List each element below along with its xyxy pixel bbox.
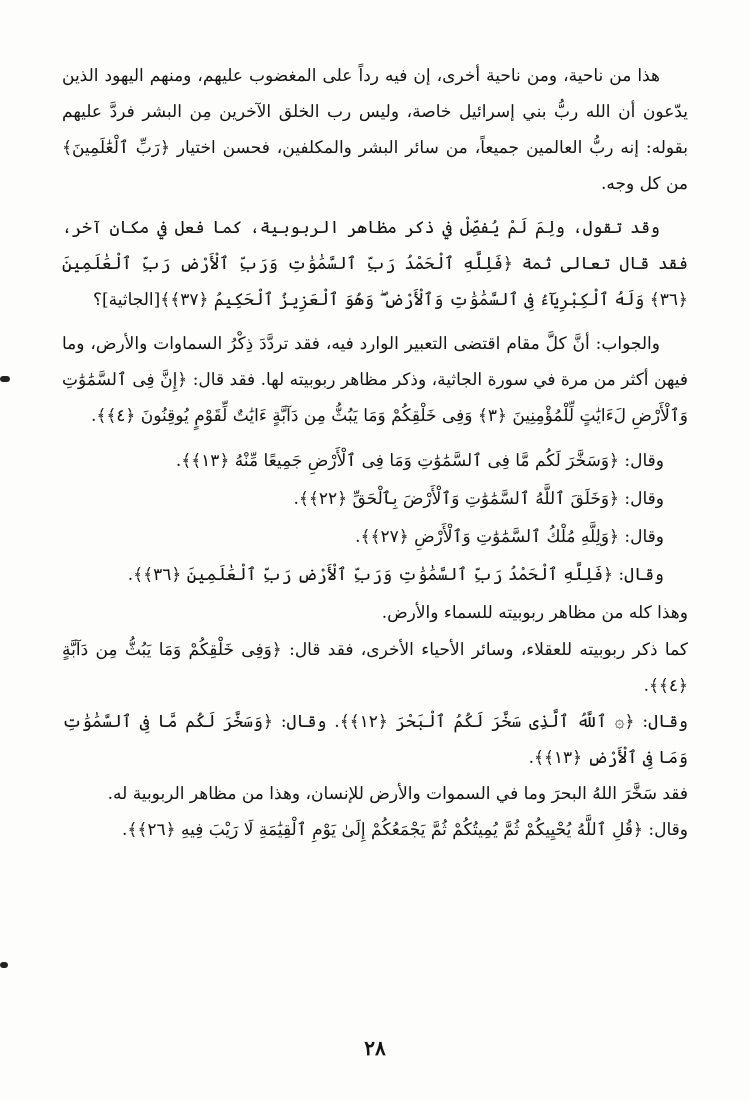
summary-line: وهذا كله من مظاهر ربوبيته للسماء والأرض. bbox=[381, 603, 688, 623]
quote-line: وقال: ﴿فَلِلَّهِ ٱلْحَمْدُ رَبِّ ٱلسَّمَٰوَٰتِ وَرَبِّ ٱلْأَرْضِ رَبِّ ٱلْعَٰلَمِينَ ﴿٣٦﴾﴾. bbox=[127, 565, 664, 585]
paragraph-question: وقد تقول، ولِمَ لَمْ يُفصِّلْ في ذكر مظاهر الربوبية، كما فعل في مكان آخر، فقد قال تعالى ثمة ﴿فَلِلَّهِ ٱلْحَمْدُ رَبِّ ٱلسَّمَٰوَٰتِ وَرَبِّ ٱلْأَرْضِ رَبِّ ٱلْعَٰلَمِينَ ﴿٣٦﴾ وَلَهُ ٱلْكِبْرِيَآءُ فِى ٱلسَّمَٰوَٰتِ وَٱلْأَرْضِ ۖ وَهُوَ ٱلْعَزِيزُ ٱلْحَكِيمُ ﴿٣٧﴾﴾[الجاثية]؟ bbox=[62, 218, 688, 310]
paragraph-human: فقد سَخَّرَ اللهُ البحرَ وما في السموات والأرض للإنسان، وهذا من مظاهر الربوبية له. bbox=[107, 784, 688, 804]
page-number: ٢٨ bbox=[364, 1036, 386, 1060]
margin-mark bbox=[0, 376, 10, 382]
quote-line: وقال: ﴿وَسَخَّرَ لَكُم مَّا فِى ٱلسَّمَٰوَٰتِ وَمَا فِى ٱلْأَرْضِ جَمِيعًا مِّنْهُ ﴿١٣﴾﴾. bbox=[175, 451, 664, 471]
paragraph-intro: هذا من ناحية، ومن ناحية أخرى، إن فيه رداً على المغضوب عليهم، ومنهم اليهود الذين يدّعون أن الله ربُّ بني إسرائيل خاصة، وليس رب الخلق الآخرين مِن البشر فردَّ عليهم بقوله: إنه ربُّ العالمين جميعاً، من سائر البشر والمكلفين، فحسن اختيار ﴿رَبِّ ٱلْعَٰلَمِينَ﴾ من كل وجه. bbox=[62, 66, 688, 194]
quote-line: وقال: ﴿وَخَلَقَ ٱللَّهُ ٱلسَّمَٰوَٰتِ وَٱلْأَرْضَ بِٱلْحَقِّ ﴿٢٢﴾﴾. bbox=[293, 489, 664, 509]
quote-line: وقال: ﴿قُلِ ٱللَّهُ يُحْيِيكُمْ ثُمَّ يُمِيتُكُمْ ثُمَّ يَجْمَعُكُمْ إِلَىٰ يَوْمِ ٱلْقِيَٰمَةِ لَا رَيْبَ فِيهِ ﴿٢٦﴾﴾. bbox=[122, 820, 688, 840]
quote-line: وقال: ﴿وَلِلَّهِ مُلْكُ ٱلسَّمَٰوَٰتِ وَٱلْأَرْضِ ﴿٢٧﴾﴾. bbox=[355, 527, 664, 547]
paragraph-creatures: كما ذكر ربوبيته للعقلاء، وسائر الأحياء الأخرى، فقد قال: ﴿وَفِى خَلْقِكُمْ وَمَا يَبُثُّ مِن دَآبَّةٍ ﴿٤﴾﴾. bbox=[62, 640, 688, 696]
paragraph-sea: وقال: ﴿۞ ٱللَّهُ ٱلَّذِى سَخَّرَ لَكُمُ ٱلْبَحْرَ ﴿١٢﴾﴾. وقال: ﴿وَسَخَّرَ لَكُم مَّا فِى ٱلسَّمَٰوَٰتِ وَمَا فِى ٱلْأَرْضِ ﴿١٣﴾﴾. bbox=[62, 712, 689, 768]
page-body bbox=[62, 58, 688, 848]
paragraph-answer: والجواب: أنَّ كلَّ مقام اقتضى التعبير الوارد فيه، فقد تردَّدَ ذِكْرُ السماوات والأرض، وما فيهن أكثر من مرة في سورة الجاثية، وذكر مظاهر ربوبيته لها. فقد قال: ﴿إِنَّ فِى ٱلسَّمَٰوَٰتِ وَٱلْأَرْضِ لَءَايَٰتٍ لِّلْمُؤْمِنِينَ ﴿٣﴾ وَفِى خَلْقِكُمْ وَمَا يَبُثُّ مِن دَآبَّةٍ ءَايَٰتٌ لِّقَوْمٍ يُوقِنُونَ ﴿٤﴾﴾. bbox=[62, 334, 688, 426]
margin-mark bbox=[0, 962, 8, 968]
